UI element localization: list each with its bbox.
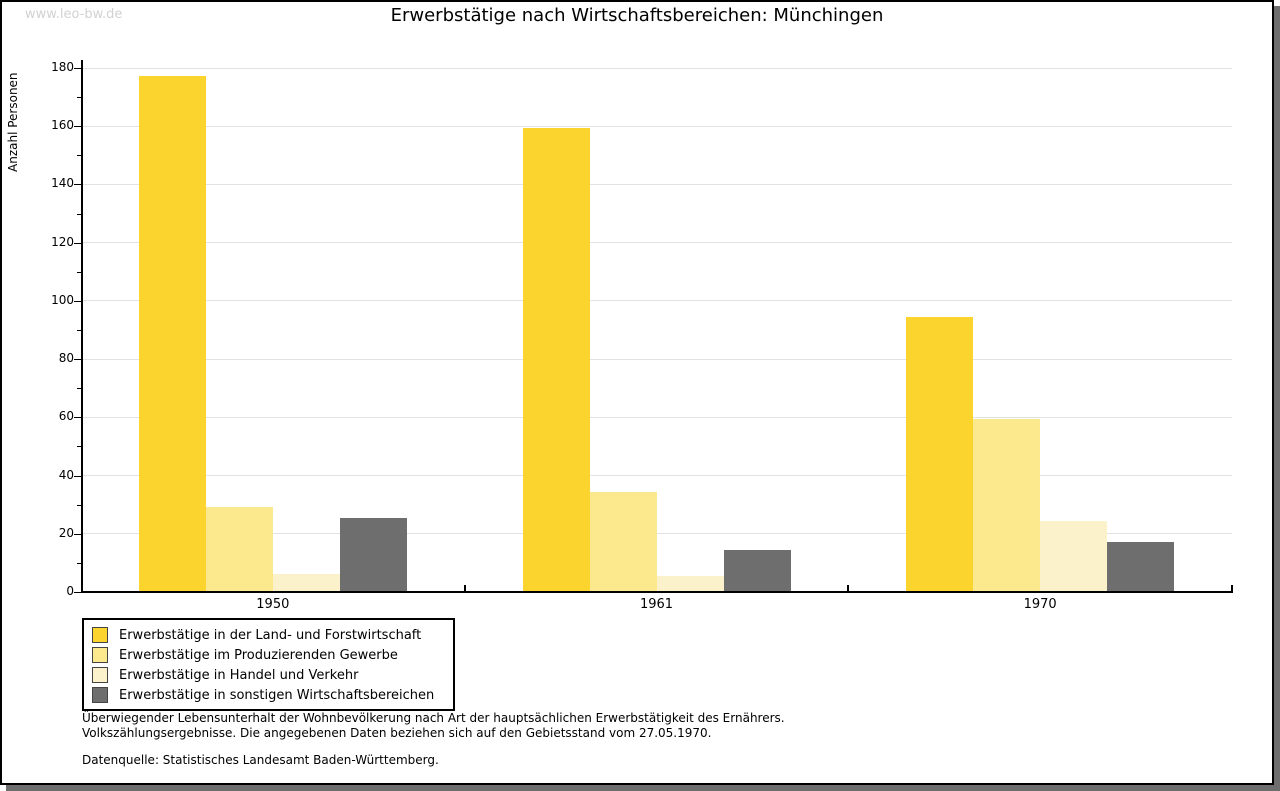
legend-label-2: Erwerbstätige im Produzierenden Gewerbe	[119, 647, 398, 663]
legend-item-3	[84, 665, 453, 685]
x-tick-label-1970: 1970	[1023, 597, 1057, 612]
bar-1970-series-2	[973, 419, 1040, 591]
legend-swatch-4	[92, 687, 108, 703]
bar-1950-series-4	[340, 518, 407, 591]
legend-label-4: Erwerbstätige in sonstigen Wirtschaftsbereichen	[119, 687, 435, 703]
y-tick-80	[74, 359, 81, 360]
y-tick-20	[74, 534, 81, 535]
y-tick-label-180: 180	[51, 60, 74, 74]
bar-1961-series-1	[523, 128, 590, 591]
bar-1970-series-4	[1107, 542, 1174, 591]
gridline-60	[81, 417, 1232, 418]
y-tick-180	[74, 68, 81, 69]
legend-swatch-3	[92, 667, 108, 683]
y-tick-160	[74, 126, 81, 127]
gridline-180	[81, 68, 1232, 69]
legend-item-2	[84, 645, 453, 665]
footnotes	[82, 711, 785, 768]
bar-1950-series-3	[273, 574, 340, 591]
y-tick-label-20: 20	[58, 525, 74, 540]
y-tick-label-80: 80	[58, 351, 74, 366]
legend-swatch-1	[92, 627, 108, 643]
y-tick-label-120: 120	[51, 234, 74, 249]
bar-1961-series-3	[657, 576, 724, 591]
bar-1950-series-1	[139, 76, 206, 591]
watermark: www.leo-bw.de	[25, 7, 123, 22]
legend-label-1: Erwerbstätige in der Land- und Forstwirtschaft	[119, 627, 422, 643]
x-tick-label-1950: 1950	[256, 597, 290, 612]
y-axis-label: Anzahl Personen	[6, 72, 20, 172]
gridline-160	[81, 126, 1232, 127]
gridline-100	[81, 300, 1232, 301]
y-tick-140	[74, 184, 81, 185]
y-tick-label-40: 40	[58, 467, 74, 482]
y-axis	[81, 60, 83, 593]
y-tick-120	[74, 243, 81, 244]
legend-item-4	[84, 685, 453, 705]
y-tick-100	[74, 301, 81, 302]
footnote-line-1: Überwiegender Lebensunterhalt der Wohnbevölkerung nach Art der hauptsächlichen Erwerbstätigkeit des Ernährers.	[82, 711, 785, 725]
y-tick-60	[74, 417, 81, 418]
bar-1961-series-4	[724, 550, 791, 591]
legend-label-3: Erwerbstätige in Handel und Verkehr	[119, 667, 359, 683]
y-tick-label-140: 140	[51, 176, 74, 191]
y-tick-label-100: 100	[51, 292, 74, 307]
legend-swatch-2	[92, 647, 108, 663]
chart-title: Erwerbstätige nach Wirtschaftsbereichen: Münchingen	[390, 5, 884, 26]
y-tick-40	[74, 476, 81, 477]
y-tick-label-60: 60	[58, 409, 74, 424]
source-line: Datenquelle: Statistisches Landesamt Baden-Württemberg.	[82, 753, 439, 767]
bar-1970-series-1	[906, 317, 973, 591]
gridline-80	[81, 359, 1232, 360]
gridline-140	[81, 184, 1232, 185]
gridline-120	[81, 242, 1232, 243]
y-tick-label-0: 0	[66, 584, 74, 598]
bar-1970-series-3	[1040, 521, 1107, 591]
legend-item-1	[84, 625, 453, 645]
x-axis	[81, 591, 1233, 593]
y-tick-0	[74, 592, 81, 593]
footnote-line-2: Volkszählungsergebnisse. Die angegebenen Daten beziehen sich auf den Gebietsstand vom 27.05.1970.	[82, 726, 712, 740]
legend	[82, 618, 455, 711]
bar-1961-series-2	[590, 492, 657, 591]
y-tick-label-160: 160	[51, 118, 74, 133]
bar-1950-series-2	[206, 507, 273, 591]
x-tick-label-1961: 1961	[639, 597, 674, 612]
gridline-40	[81, 475, 1232, 476]
